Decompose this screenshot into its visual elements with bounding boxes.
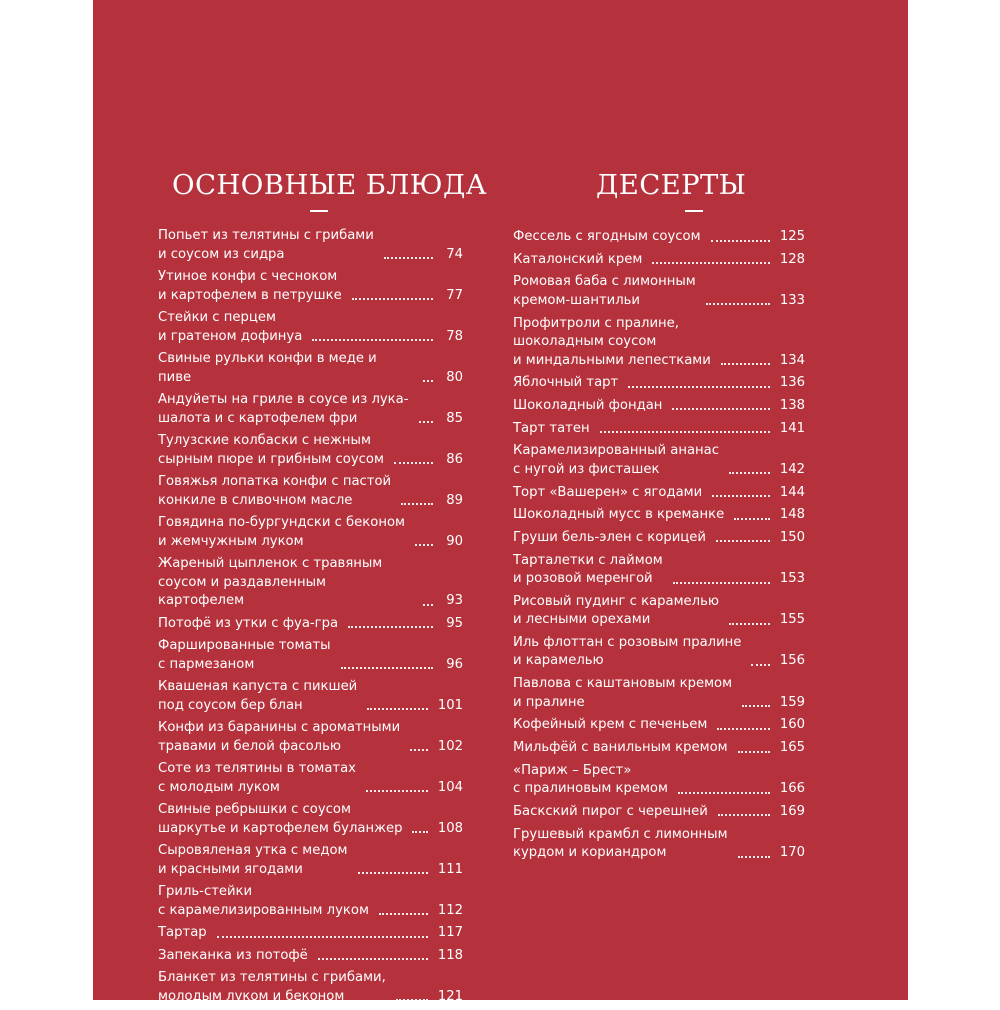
entry-page-number: 90 [446, 533, 463, 549]
toc-entry [513, 442, 805, 479]
entry-title: Андуйеты на гриле в соусе из лука- шалота и с картофелем фри [158, 392, 409, 426]
desserts-section [513, 168, 805, 867]
entry-title: Карамелизированный ананас с нугой из фисташек [513, 443, 719, 477]
entry-title: Говядина по-бургундски с беконом и жемчужным луком [158, 515, 405, 549]
section-heading-main-dishes: ОСНОВНЫЕ БЛЮДА [172, 169, 487, 201]
dot-leader [716, 540, 770, 542]
dot-leader [415, 544, 433, 546]
toc-entry [513, 634, 805, 671]
toc-entry [158, 227, 463, 264]
entry-title: Сыровяленая утка с медом и красными ягодами [158, 843, 348, 877]
entry-title: Торт «Вашерен» с ягодами [513, 484, 703, 500]
toc-entry [513, 420, 805, 439]
dot-leader [401, 503, 433, 505]
dot-leader [678, 792, 770, 794]
entry-page-number: 141 [779, 420, 805, 436]
entry-page-number: 136 [779, 375, 805, 391]
toc-entry [513, 273, 805, 310]
desserts-list [513, 228, 805, 863]
dot-leader [729, 472, 770, 474]
toc-entry [158, 678, 463, 715]
entry-page-number: 77 [446, 287, 463, 303]
entry-title: Ромовая баба с лимонным кремом-шантильи [513, 274, 696, 308]
entry-title: Тартар [158, 925, 207, 940]
entry-title: Иль флоттан с розовым пралине и карамелью [513, 634, 742, 669]
entry-title: Тарталетки с лаймом и розовой меренгой [513, 552, 663, 587]
entry-page-number: 133 [779, 292, 805, 308]
entry-title: Фессель с ягодным соусом [513, 229, 701, 244]
toc-entry [158, 947, 463, 966]
entry-title: Шоколадный мусс в креманке [513, 507, 725, 523]
entry-page-number: 150 [779, 529, 805, 545]
toc-entry [513, 826, 805, 863]
entry-title: Свиные ребрышки с соусом шаркутье и картофелем буланжер [158, 802, 403, 836]
dot-leader [742, 705, 770, 707]
dot-leader [672, 408, 769, 410]
entry-page-number: 169 [779, 803, 805, 819]
dot-leader [379, 913, 428, 915]
toc-entry [513, 506, 805, 525]
entry-page-number: 138 [779, 397, 805, 413]
toc-entry [158, 637, 463, 674]
entry-page-number: 95 [446, 615, 463, 631]
entry-page-number: 74 [446, 246, 463, 262]
heading-divider [310, 210, 328, 212]
dot-leader [738, 856, 770, 858]
entry-title: Каталонский крем [513, 251, 643, 267]
entry-title: Запеканка из потофё [158, 947, 308, 963]
entry-page-number: 104 [437, 779, 463, 795]
toc-entry [158, 350, 463, 387]
entry-page-number: 148 [779, 507, 805, 523]
entry-page-number: 108 [437, 820, 463, 836]
dot-leader [318, 958, 428, 960]
entry-title: Бланкет из телятины с грибами, молодым луком и беконом [158, 970, 386, 1004]
toc-entry [513, 762, 805, 799]
entry-title: Попьет из телятины с грибами и соусом из сидра [158, 228, 374, 262]
toc-entry [513, 374, 805, 393]
dot-leader [366, 790, 428, 792]
toc-entry [513, 552, 805, 589]
dot-leader [396, 999, 428, 1001]
entry-page-number: 159 [779, 694, 805, 710]
entry-title: Груши бель-элен с корицей [513, 529, 706, 545]
dot-leader [352, 298, 433, 300]
dot-leader [312, 339, 433, 341]
toc-entry [158, 473, 463, 510]
toc-entry [158, 432, 463, 469]
dot-leader [410, 749, 428, 751]
dot-leader [341, 667, 433, 669]
entry-page-number: 101 [437, 697, 463, 713]
dot-leader [717, 728, 770, 730]
contents-page [93, 0, 908, 1004]
toc-entry [158, 883, 463, 920]
dot-leader [384, 257, 433, 259]
entry-title: Свиные рульки конфи в меде и пиве [158, 351, 377, 385]
toc-entry [513, 803, 805, 822]
entry-page-number: 144 [779, 484, 805, 500]
entry-title: Тулузские колбаски с нежным сырным пюре и грибным соусом [158, 433, 384, 467]
entry-page-number: 142 [779, 461, 805, 477]
entry-page-number: 86 [446, 451, 463, 467]
dot-leader [394, 462, 433, 464]
dot-leader [711, 240, 770, 242]
entry-page-number: 156 [779, 653, 805, 669]
entry-title: Яблочный тарт [513, 375, 619, 391]
dot-leader [734, 518, 770, 520]
toc-entry [158, 309, 463, 346]
toc-entry [158, 842, 463, 879]
dot-leader [367, 708, 428, 710]
entry-title: Жареный цыпленок с травяным соусом и раздавленным картофелем [158, 556, 383, 608]
toc-entry [513, 228, 805, 247]
entry-title: Потофё из утки с фуа-гра [158, 615, 339, 631]
dot-leader [751, 664, 769, 666]
entry-title: Грушевый крамбл с лимонным курдом и кориандром [513, 826, 728, 861]
toc-entry [513, 315, 805, 371]
toc-entry [513, 593, 805, 630]
entry-page-number: 118 [437, 947, 463, 963]
entry-page-number: 112 [437, 902, 463, 918]
entry-page-number: 89 [446, 492, 463, 508]
entry-page-number: 166 [779, 781, 805, 797]
entry-title: Стейки с перцем и гратеном дофинуа [158, 310, 303, 344]
dot-leader [729, 623, 770, 625]
entry-title: Рисовый пудинг с карамелью и лесными орехами [513, 593, 719, 628]
toc-entry [513, 484, 805, 503]
entry-title: «Париж – Брест» с пралиновым кремом [513, 762, 668, 797]
toc-entry [513, 675, 805, 712]
entry-page-number: 170 [779, 845, 805, 861]
entry-title: Утиное конфи с чесноком и картофелем в петрушке [158, 269, 342, 303]
toc-entry [158, 969, 463, 1006]
toc-entry [513, 251, 805, 270]
main-dishes-list [158, 227, 463, 1006]
dot-leader [652, 262, 770, 264]
entry-page-number: 96 [446, 656, 463, 672]
toc-entry [158, 924, 463, 943]
entry-title: Соте из телятины в томатах с молодым луком [158, 761, 356, 795]
entry-title: Гриль-стейки с карамелизированным луком [158, 884, 369, 918]
entry-page-number: 111 [437, 861, 463, 877]
toc-entry [158, 555, 463, 611]
entry-title: Баскский пирог с черешней [513, 803, 708, 819]
dot-leader [600, 431, 770, 433]
entry-page-number: 121 [437, 988, 463, 1004]
entry-page-number: 80 [446, 369, 463, 385]
dot-leader [423, 380, 433, 382]
entry-page-number: 125 [779, 229, 805, 244]
main-dishes-section [158, 168, 487, 1010]
entry-page-number: 134 [779, 352, 805, 368]
entry-title: Шоколадный фондан [513, 397, 663, 413]
entry-title: Говяжья лопатка конфи с пастой конкиле в сливочном масле [158, 474, 392, 508]
dot-leader [706, 303, 770, 305]
toc-entry [513, 716, 805, 735]
entry-title: Павлова с каштановым кремом и пралине [513, 676, 733, 710]
entry-title: Тарт татен [513, 420, 590, 436]
entry-page-number: 155 [779, 612, 805, 628]
entry-page-number: 117 [437, 925, 463, 940]
dot-leader [358, 872, 428, 874]
entry-page-number: 153 [779, 571, 805, 587]
toc-entry [513, 529, 805, 548]
dot-leader [419, 421, 434, 423]
entry-title: Конфи из баранины с ароматными травами и белой фасолью [158, 720, 401, 754]
dot-leader [412, 831, 427, 833]
entry-page-number: 85 [446, 410, 463, 426]
toc-entry [513, 739, 805, 758]
toc-entry [513, 397, 805, 416]
entry-page-number: 78 [446, 328, 463, 344]
entry-page-number: 165 [779, 740, 805, 755]
dot-leader [718, 814, 770, 816]
dot-leader [738, 751, 770, 753]
toc-entry [158, 760, 463, 797]
toc-entry [158, 719, 463, 756]
dot-leader [348, 626, 433, 628]
dot-leader [217, 936, 428, 938]
entry-title: Фаршированные томаты с пармезаном [158, 638, 331, 672]
entry-title: Кофейный крем с печеньем [513, 717, 708, 733]
entry-page-number: 160 [779, 717, 805, 733]
entry-title: Мильфёй с ванильным кремом [513, 740, 728, 755]
toc-entry [158, 514, 463, 551]
entry-page-number: 102 [437, 738, 463, 754]
heading-divider [685, 210, 703, 212]
dot-leader [673, 582, 770, 584]
dot-leader [628, 386, 770, 388]
toc-entry [158, 615, 463, 634]
section-heading-desserts: ДЕСЕРТЫ [596, 169, 747, 201]
dot-leader [423, 604, 433, 606]
toc-entry [158, 268, 463, 305]
dot-leader [721, 363, 770, 365]
entry-title: Профитроли с пралине, шоколадным соусом и миндальными лепестками [513, 315, 711, 368]
dot-leader [712, 495, 770, 497]
entry-page-number: 93 [446, 593, 463, 608]
entry-page-number: 128 [779, 251, 805, 267]
entry-title: Квашеная капуста с пикшей под соусом бер блан [158, 679, 358, 713]
toc-entry [158, 391, 463, 428]
toc-entry [158, 801, 463, 838]
